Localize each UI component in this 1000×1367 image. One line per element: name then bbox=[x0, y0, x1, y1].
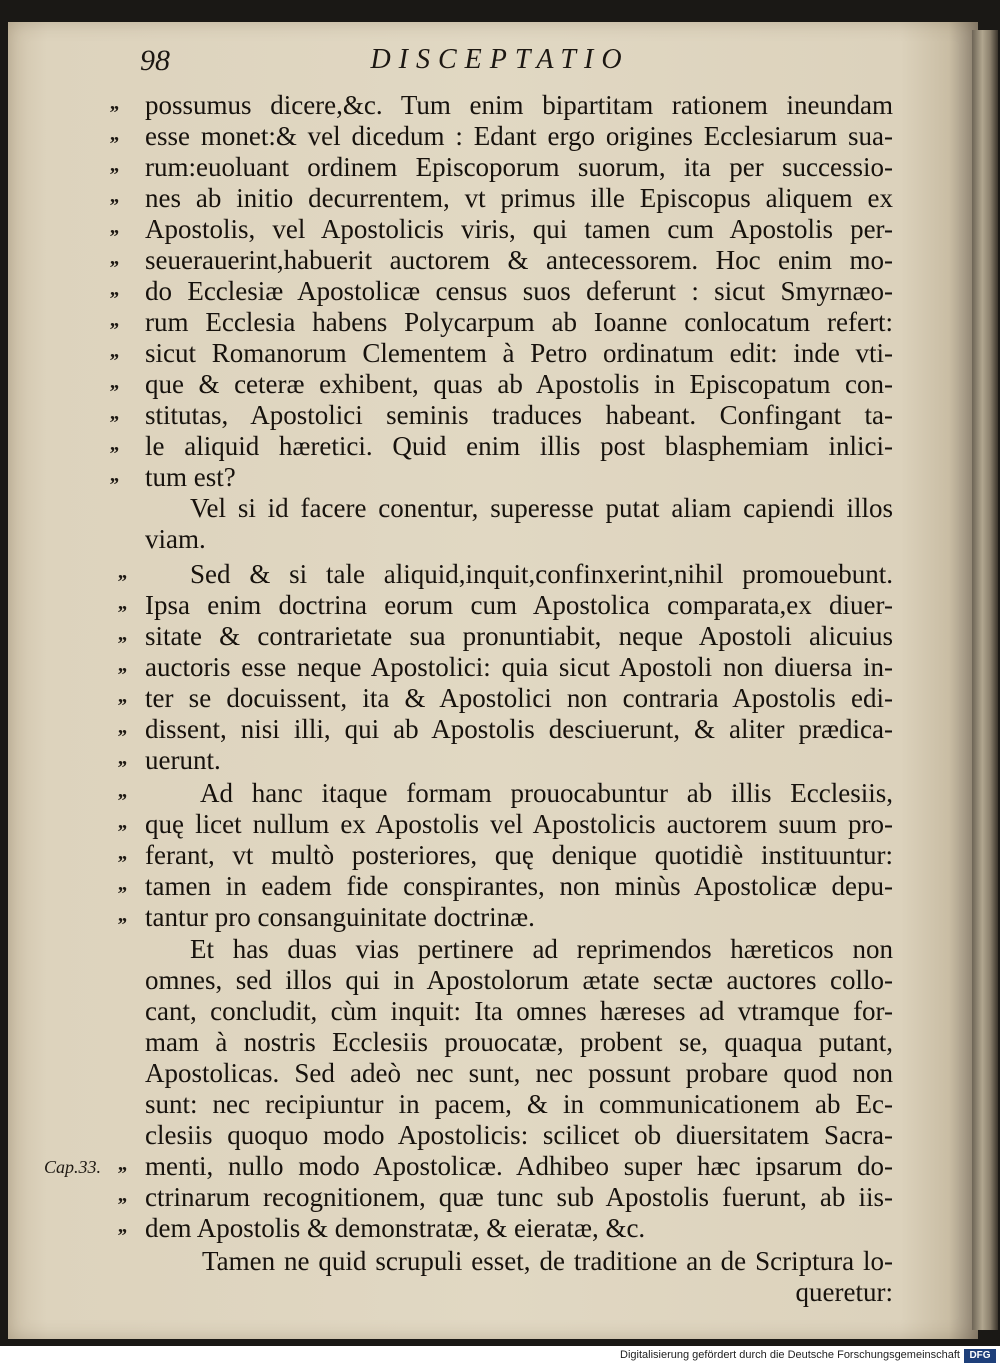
text-line bbox=[0, 745, 1000, 776]
line-text: nes ab initio decurrentem, vt primus ille Episcopus aliquem ex bbox=[145, 183, 893, 213]
line-text: stitutas, Apostolici seminis traduces habeant. Confingant ta- bbox=[145, 400, 893, 430]
quote-mark: ,, bbox=[118, 873, 126, 895]
line-text: viam. bbox=[145, 524, 206, 554]
line-text: auctoris esse neque Apostolici: quia sicut Apostoli non diuersa in- bbox=[145, 652, 893, 682]
line-text: clesiis quoquo modo Apostolicis: scilicet ob diuersitatem Sacra- bbox=[145, 1120, 893, 1150]
line-text: Tamen ne quid scrupuli esset, de traditione an de Scriptura lo- bbox=[202, 1246, 893, 1276]
text-line bbox=[0, 307, 1000, 338]
text-line bbox=[0, 1246, 1000, 1277]
text-line bbox=[0, 934, 1000, 965]
text-line bbox=[0, 214, 1000, 245]
line-text: queretur: bbox=[795, 1277, 893, 1307]
line-text: que & ceteræ exhibent, quas ab Apostolis in Episcopatum con- bbox=[145, 369, 893, 399]
line-text: ferant, vt multò posteriores, quę denique quotidiè instituuntur: bbox=[145, 840, 893, 870]
text-line bbox=[0, 778, 1000, 809]
quote-mark: ,, bbox=[118, 623, 126, 645]
quote-mark: ,, bbox=[110, 433, 118, 455]
text-line bbox=[0, 245, 1000, 276]
line-text: quę licet nullum ex Apostolis vel Apostolicis auctorem suum pro- bbox=[145, 809, 893, 839]
footer-credit: Digitalisierung gefördert durch die Deutsche Forschungsgemeinschaft bbox=[620, 1349, 960, 1361]
quote-mark: ,, bbox=[118, 747, 126, 769]
text-line bbox=[0, 369, 1000, 400]
text-line bbox=[0, 431, 1000, 462]
line-text: rum:euoluant ordinem Episcoporum suorum, ita per successio- bbox=[145, 152, 893, 182]
quote-mark: ,, bbox=[110, 464, 118, 486]
text-line bbox=[0, 871, 1000, 902]
line-text: Apostolicas. Sed adeò nec sunt, nec possunt probare quod non bbox=[145, 1058, 893, 1088]
text-line bbox=[0, 590, 1000, 621]
line-text: do Ecclesiæ Apostolicæ census suos deferunt : sicut Smyrnæo- bbox=[145, 276, 893, 306]
text-line bbox=[0, 714, 1000, 745]
line-text: ctrinarum recognitionem, quæ tunc sub Apostolis fuerunt, ab iis- bbox=[145, 1182, 893, 1212]
line-text: ter se docuissent, ita & Apostolici non contraria Apostolis edi- bbox=[145, 683, 893, 713]
quote-mark: ,, bbox=[110, 309, 118, 331]
text-line bbox=[0, 1058, 1000, 1089]
quote-mark: ,, bbox=[118, 1215, 126, 1237]
text-line bbox=[0, 965, 1000, 996]
line-text: cant, concludit, cùm inquit: Ita omnes hæreses ad vtramque for- bbox=[145, 996, 893, 1026]
line-text: sunt: nec recipiuntur in pacem, & in communicationem ab Ec- bbox=[145, 1089, 893, 1119]
line-text: Vel si id facere conentur, superesse putat aliam capiendi illos bbox=[190, 493, 893, 523]
quote-mark: ,, bbox=[118, 561, 126, 583]
quote-mark: ,, bbox=[110, 185, 118, 207]
digitization-footer bbox=[0, 1346, 1000, 1367]
text-line bbox=[0, 1089, 1000, 1120]
quote-mark: ,, bbox=[110, 92, 118, 114]
line-text: sitate & contrarietate sua pronuntiabit, neque Apostoli alicuius bbox=[145, 621, 893, 651]
quote-mark: ,, bbox=[110, 216, 118, 238]
line-text: dissent, nisi illi, qui ab Apostolis desciuerunt, & aliter prædica- bbox=[145, 714, 893, 744]
quote-mark: ,, bbox=[118, 654, 126, 676]
text-line bbox=[0, 1182, 1000, 1213]
quote-mark: ,, bbox=[118, 842, 126, 864]
quote-mark: ,, bbox=[110, 340, 118, 362]
line-text: tamen in eadem fide conspirantes, non minùs Apostolicæ depu- bbox=[145, 871, 893, 901]
line-text: Et has duas vias pertinere ad reprimendos hæreticos non bbox=[190, 934, 893, 964]
text-line bbox=[0, 152, 1000, 183]
line-text: dem Apostolis & demonstratæ, & eieratæ, &c. bbox=[145, 1213, 646, 1243]
line-text: seuerauerint,habuerit auctorem & antecessorem. Hoc enim mo- bbox=[145, 245, 893, 275]
page-number: 98 bbox=[140, 44, 170, 77]
line-text: uerunt. bbox=[145, 745, 221, 775]
margin-note: Cap.33. bbox=[44, 1157, 102, 1177]
text-line bbox=[0, 1151, 1000, 1182]
text-line bbox=[0, 683, 1000, 714]
quote-mark: ,, bbox=[110, 278, 118, 300]
text-line bbox=[0, 1027, 1000, 1058]
running-head bbox=[0, 44, 1000, 84]
line-text: Apostolis, vel Apostolicis viris, qui tamen cum Apostolis per- bbox=[145, 214, 893, 244]
quote-mark: ,, bbox=[118, 811, 126, 833]
quote-mark: ,, bbox=[110, 402, 118, 424]
text-line bbox=[0, 183, 1000, 214]
line-text: possumus dicere,&c. Tum enim bipartitam rationem ineundam bbox=[145, 90, 893, 120]
text-line bbox=[0, 338, 1000, 369]
quote-mark: ,, bbox=[118, 904, 126, 926]
text-line bbox=[0, 1120, 1000, 1151]
text-line bbox=[0, 996, 1000, 1027]
quote-mark: ,, bbox=[118, 716, 126, 738]
dfg-logo-icon: DFG bbox=[964, 1349, 996, 1363]
text-line bbox=[0, 524, 1000, 555]
text-line bbox=[0, 276, 1000, 307]
line-text: rum Ecclesia habens Polycarpum ab Ioanne conlocatum refert: bbox=[145, 307, 893, 337]
line-text: menti, nullo modo Apostolicæ. Adhibeo super hæc ipsarum do- bbox=[145, 1151, 893, 1181]
quote-mark: ,, bbox=[110, 154, 118, 176]
line-text: omnes, sed illos qui in Apostolorum ætate sectæ auctores collo- bbox=[145, 965, 893, 995]
text-line bbox=[0, 493, 1000, 524]
line-text: mam à nostris Ecclesiis prouocatæ, probent se, quaqua putant, bbox=[145, 1027, 893, 1057]
line-text: Sed & si tale aliquid,inquit,confinxerint,nihil promouebunt. bbox=[190, 559, 893, 589]
text-line bbox=[0, 652, 1000, 683]
text-line bbox=[0, 400, 1000, 431]
text-line bbox=[0, 462, 1000, 493]
quote-mark: ,, bbox=[118, 1153, 126, 1175]
quote-mark: ,, bbox=[110, 247, 118, 269]
text-line bbox=[0, 90, 1000, 121]
line-text: sicut Romanorum Clementem à Petro ordinatum edit: inde vti- bbox=[145, 338, 893, 368]
text-line bbox=[0, 902, 1000, 933]
text-line bbox=[0, 840, 1000, 871]
quote-mark: ,, bbox=[118, 685, 126, 707]
quote-mark: ,, bbox=[118, 780, 126, 802]
line-text: tum est? bbox=[145, 462, 236, 492]
line-text: esse monet:& vel dicedum : Edant ergo origines Ecclesiarum sua- bbox=[145, 121, 893, 151]
text-line bbox=[0, 1277, 1000, 1308]
quote-mark: ,, bbox=[118, 592, 126, 614]
quote-mark: ,, bbox=[110, 123, 118, 145]
line-text: le aliquid hæretici. Quid enim illis post blasphemiam inlici- bbox=[145, 431, 893, 461]
text-line bbox=[0, 559, 1000, 590]
running-title: DISCEPTATIO bbox=[370, 44, 630, 75]
text-line bbox=[0, 1213, 1000, 1244]
text-line bbox=[0, 809, 1000, 840]
text-line bbox=[0, 121, 1000, 152]
quote-mark: ,, bbox=[110, 371, 118, 393]
line-text: Ad hanc itaque formam prouocabuntur ab illis Ecclesiis, bbox=[200, 778, 893, 808]
quote-mark: ,, bbox=[118, 1184, 126, 1206]
line-text: Ipsa enim doctrina eorum cum Apostolica comparata,ex diuer- bbox=[145, 590, 893, 620]
text-line bbox=[0, 621, 1000, 652]
line-text: tantur pro consanguinitate doctrinæ. bbox=[145, 902, 535, 932]
